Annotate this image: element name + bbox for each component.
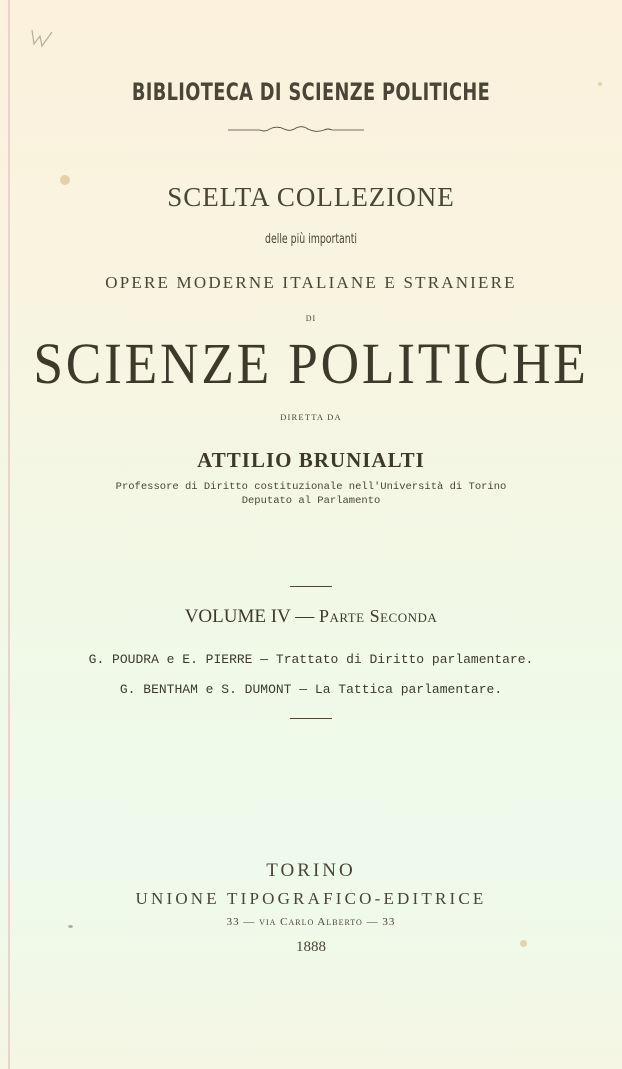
main-title: SCIENZE POLITICHE [33,331,589,396]
imprint-year: 1888 [296,939,326,955]
work-entry: G. BENTHAM e S. DUMONT — La Tattica parlamentare. [119,682,503,697]
divider-rule [290,718,332,719]
editor-name: ATTILIO BRUNIALTI [197,448,425,472]
collection-qualifier: delle più importanti [265,232,357,247]
imprint-publisher: UNIONE TIPOGRAFICO-EDITRICE [135,889,487,908]
series-title: BIBLIOTECA DI SCIENZE POLITICHE [131,78,491,106]
volume-dash: — [290,606,319,627]
editor-role-deputy: Deputato al Parlamento [241,495,381,507]
collection-di: DI [305,314,317,323]
volume-part: Parte Seconda [318,606,438,626]
ornament-divider-icon [228,124,364,136]
collection-subtitle: SCELTA COLLEZIONE [167,182,455,212]
editor-role-professor: Professore di Diritto costituzionale nell'Università di Torino [115,481,507,493]
collection-works-line: OPERE MODERNE ITALIANE E STRANIERE [105,273,517,292]
pencil-mark-icon [26,22,66,62]
volume-label: VOLUME IV [184,606,291,627]
foxing-spot [598,82,602,86]
imprint-city: TORINO [266,860,356,881]
volume-heading [0,606,622,628]
imprint-address: 33 — via Carlo Alberto — 33 [226,916,396,928]
divider-rule [290,586,332,587]
work-entry: G. POUDRA e E. PIERRE — Trattato di Diritto parlamentare. [88,652,534,667]
directed-by-label: DIRETTA DA [280,412,342,422]
